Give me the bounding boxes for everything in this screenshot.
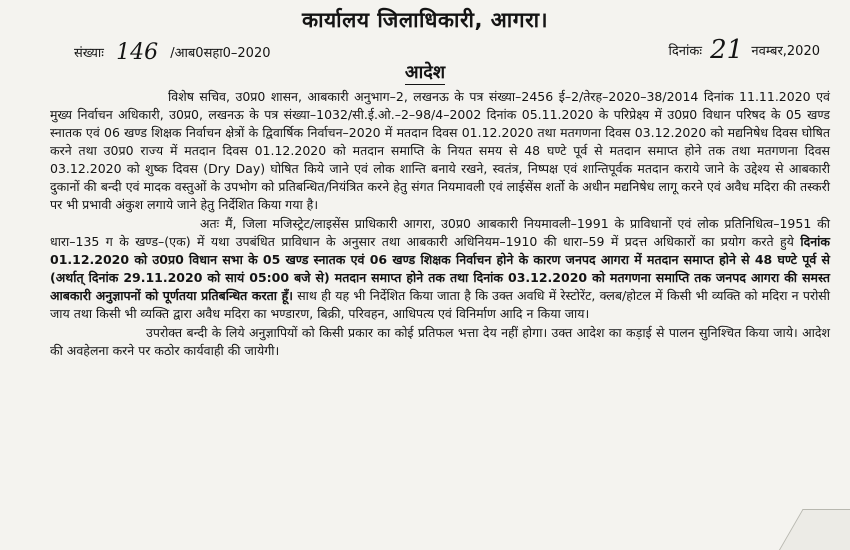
page-fold-corner bbox=[779, 509, 850, 550]
paragraph-2 bbox=[50, 215, 830, 323]
date-label: दिनांकः bbox=[668, 44, 702, 59]
office-title: कार्यालय जिलाधिकारी, आगरा। bbox=[301, 8, 549, 32]
date-month-year: नवम्बर,2020 bbox=[751, 44, 820, 59]
order-heading-text: आदेश bbox=[404, 62, 446, 83]
order-body bbox=[50, 88, 830, 360]
reference-suffix: /आब0सहा0–2020 bbox=[170, 46, 271, 61]
order-heading bbox=[0, 60, 850, 84]
reference-label: संख्याः bbox=[74, 46, 104, 61]
paragraph-2-bold-text: दिनांक 01.12.2020 को उ0प्र0 विधान सभा के 05 खण्ड स्नातक एवं 06 खण्ड शिक्षक निर्वाचन होने के कारण जनपद आगरा में मतदान समाप्त होने से 48 घण्टे पूर्व से (अर्थात् दिनांक 29.11.2020 को सायं 05:00 बजे से) मतदान समाप्त होने तक तथा दिनांक 03.12.2020 को मतगणना समाप्ति तक जनपद आगरा की समस्त आबकारी अनुज्ञापनों को पूर्णतया प्रतिबन्धित करता हूँ। bbox=[50, 234, 830, 303]
date-handwritten-day: 21 bbox=[710, 35, 744, 65]
paragraph-2-text: अतः मैं, जिला मजिस्ट्रेट/लाइसेंस प्राधिकारी आगरा, उ0प्र0 आबकारी नियमावली–1991 के प्राविधानों एवं लोक प्रतिनिधित्व–1951 की धारा–135 ग के खण्ड–(एक) में यथा उपबंधित प्राविधान के अनुसार तथा आबकारी अधिनियम–1910 की धारा–59 में प्रदत्त अधिकारों का प्रयोग करते हुये bbox=[50, 216, 830, 249]
paragraph-3: उपरोक्त बन्दी के लिये अनुज्ञापियों को किसी प्रकार का कोई प्रतिफल भत्ता देय नहीं होगा। उक्त आदेश का कड़ाई से पालन सुनिश्चित किया जाये। आदेश की अवहेलना करने पर कठोर कार्यवाही की जायेगी। bbox=[50, 325, 830, 358]
paragraph-1: विशेष सचिव, उ0प्र0 शासन, आबकारी अनुभाग–2, लखनऊ के पत्र संख्या–2456 ई–2/तेरह–2020–38/2014 दिनांक 11.11.2020 एवं मुख्य निर्वाचन अधिकारी, उ0प्र0, लखनऊ के पत्र संख्या–1032/सी.ई.ओ.–2–98/4–2002 दिनांक 05.11.2020 के परिप्रेक्ष्य में उ0प्र0 विधान परिषद के 05 खण्ड स्नातक एवं 06 खण्ड शिक्षक निर्वाचन क्षेत्रों के द्विवार्षिक निर्वाचन–2020 में मतदान दिवस 01.12.2020 तथा मतगणना दिवस 03.12.2020 को मद्यनिषेध दिवस घोषित करने तथा उ0प्र0 राज्य में मतदान दिवस 01.12.2020 को मतदान समाप्ति के नियत समय से 48 घण्टे पूर्व से मतदान समाप्त होने तक तथा मतगणना दिवस 03.12.2020 को शुष्क दिवस (Dry Day) घोषित किये जाने एवं लोक शान्ति बनाये रखने, स्वतंत्र, निष्पक्ष एवं शान्तिपूर्वक मतदान कराये जाने के उद्देश्य से आबकारी दुकानों की बन्दी एवं मादक वस्तुओं के उपभोग को प्रतिबन्धित/नियंत्रित करने हेतु संगत नियमावली एवं लाईसेंस शर्तो के अधीन मद्यनिषेध लागू करने एवं अवैध मदिरा की तस्करी पर भी प्रभावी अंकुश लगाये जाने हेतु निर्देशित किया गया है। bbox=[50, 89, 830, 212]
paragraph-2-tail: साथ ही यह भी निर्देशित किया जाता है कि उक्त अवधि में रेस्टोरेंट, क्लब/होटल में किसी भी व्यक्ति को मदिरा न परोसी जाय तथा किसी भी व्यक्ति द्वारा अवैध मदिरा का भण्डारण, बिक्री, परिवहन, आधिपत्य एवं विनिर्माण आदि न किया जाय। bbox=[50, 288, 830, 321]
reference-handwritten-number: 146 bbox=[116, 40, 159, 65]
